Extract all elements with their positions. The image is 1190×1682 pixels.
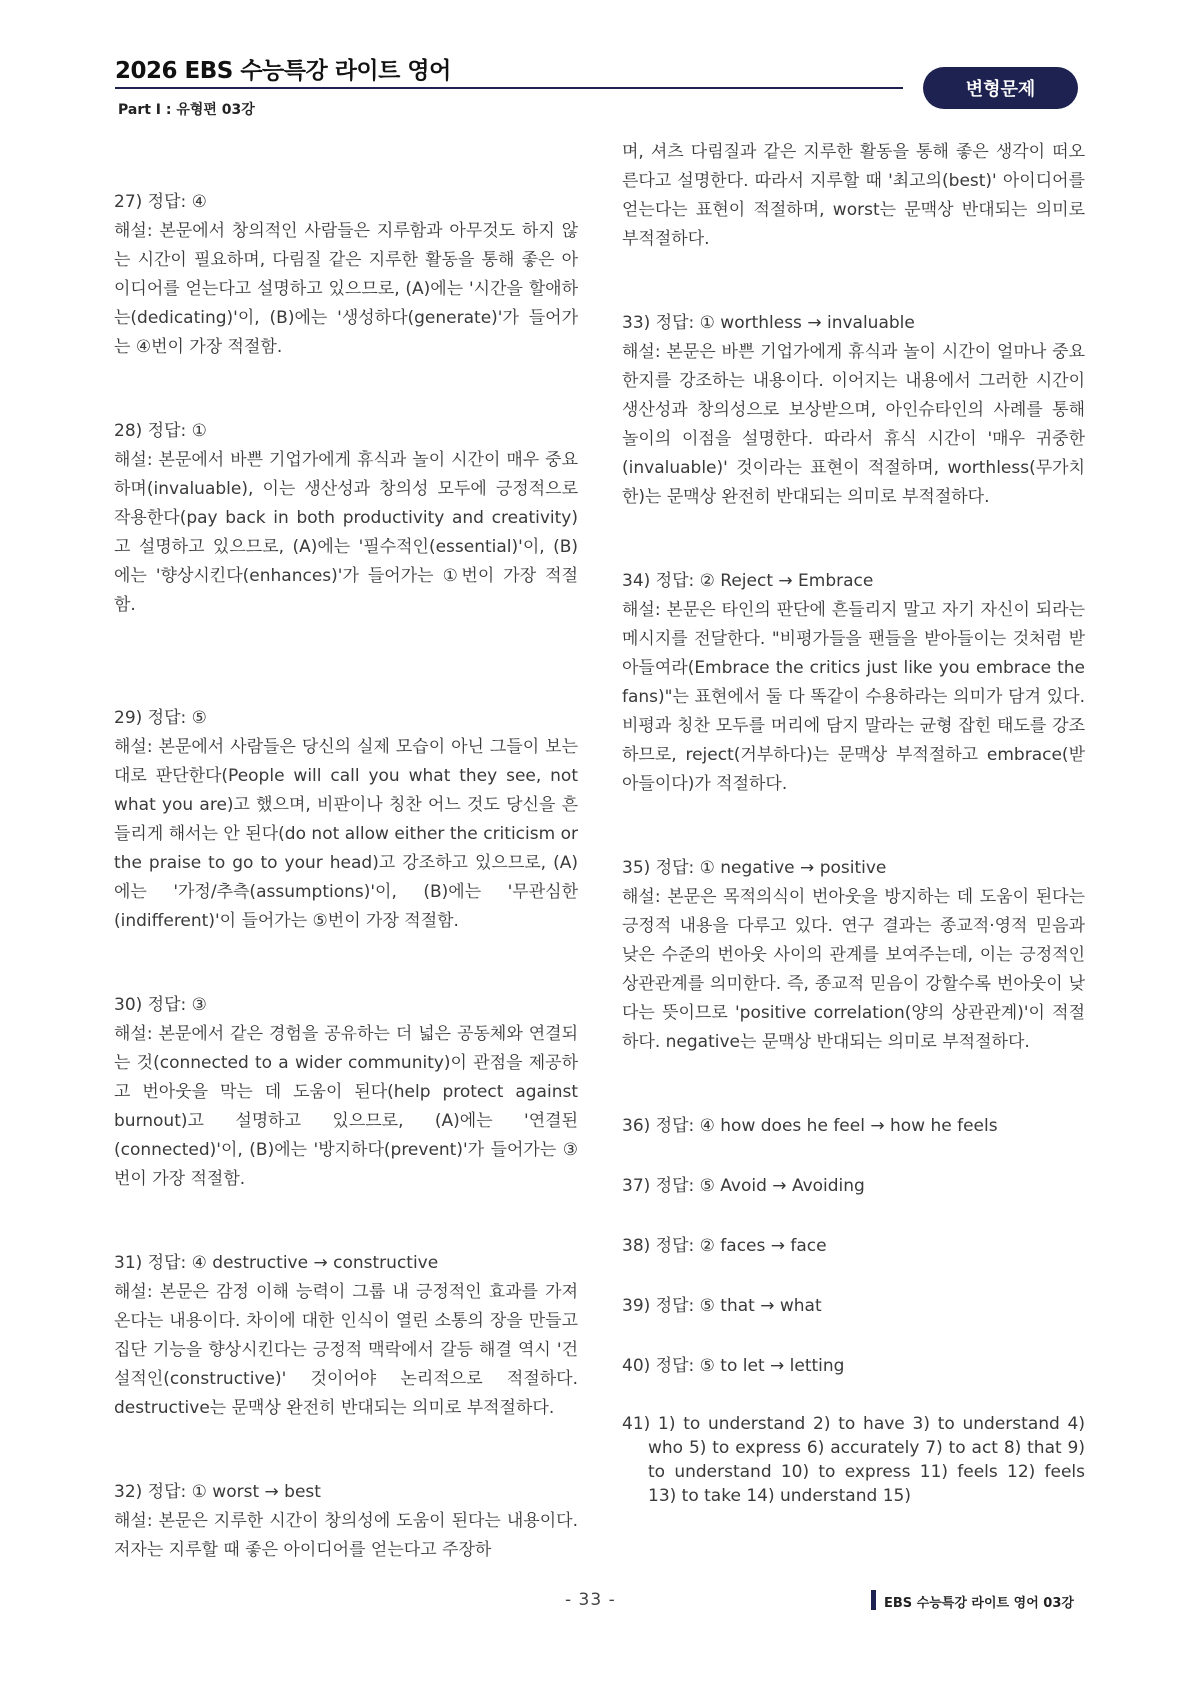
answer-explanation: 해설: 본문은 바쁜 기업가에게 휴식과 놀이 시간이 얼마나 중요한지를 강조하는 내용이다. 이어지는 내용에서 그러한 시간이 생산성과 창의성으로 보상받으며, 아인슈타인의 사례를 통해 놀이의 이점을 설명한다. 따라서 휴식 시간이 '매우 귀중한(invaluable)' 것이라는 표현이 적절하며, worthless(무가치한)는 문맥상 완전히 반대되는 의미로 부적절하다. xyxy=(622,342,1085,507)
answer-block-34 xyxy=(622,567,1085,799)
answer-36: 36) 정답: ④ how does he feel → how he feels xyxy=(622,1116,998,1136)
footer-label: EBS 수능특강 라이트 영어 03강 xyxy=(884,1596,1074,1611)
answer-block-28 xyxy=(114,417,578,620)
answer-40: 40) 정답: ⑤ to let → letting xyxy=(622,1356,845,1376)
answer-block-31 xyxy=(114,1249,578,1423)
answer-explanation: 해설: 본문은 지루한 시간이 창의성에 도움이 된다는 내용이다. 저자는 지루할 때 좋은 아이디어를 얻는다고 주장하 xyxy=(114,1511,578,1560)
answer-block-27 xyxy=(114,188,578,362)
answer-explanation: 해설: 본문은 목적의식이 번아웃을 방지하는 데 도움이 된다는 긍정적 내용을 다루고 있다. 연구 결과는 종교적·영적 믿음과 낮은 수준의 번아웃 사이의 관계를 보여주는데, 이는 긍정적인 상관관계를 의미한다. 즉, 종교적 믿음이 강할수록 번아웃이 낮다는 뜻이므로 'positive correlation(양의 상관관계)'이 적절하다. negative는 문맥상 반대되는 의미로 부적절하다. xyxy=(622,887,1085,1052)
answer-heading: 29) 정답: ⑤ xyxy=(114,708,207,728)
answer-heading: 35) 정답: ① negative → positive xyxy=(622,858,887,878)
answer-heading: 27) 정답: ④ xyxy=(114,192,207,212)
right-column xyxy=(622,138,1085,1508)
answer-explanation: 해설: 본문에서 바쁜 기업가에게 휴식과 놀이 시간이 매우 중요하며(invaluable), 이는 생산성과 창의성 모두에 긍정적으로 작용한다(pay back in both productivity and creativity)고 설명하고 있으므로, (A)에는 '필수적인(essential)'이, (B)에는 '향상시킨다(enhances)'가 들어가는 ①번이 가장 적절함. xyxy=(114,450,578,615)
answer-heading: 31) 정답: ④ destructive → constructive xyxy=(114,1253,439,1273)
header-divider xyxy=(115,87,903,89)
answer-explanation: 며, 셔츠 다림질과 같은 지루한 활동을 통해 좋은 생각이 떠오른다고 설명한다. 따라서 지루할 때 '최고의(best)' 아이디어를 얻는다는 표현이 적절하며, worst는 문맥상 반대되는 의미로 부적절하다. xyxy=(622,142,1085,249)
answer-37: 37) 정답: ⑤ Avoid → Avoiding xyxy=(622,1176,865,1196)
answer-block-32 xyxy=(114,1478,578,1565)
answer-explanation: 해설: 본문에서 창의적인 사람들은 지루함과 아무것도 하지 않는 시간이 필요하며, 다림질 같은 지루한 활동을 통해 좋은 아이디어를 얻는다고 설명하고 있으므로, (A)에는 '시간을 할애하는(dedicating)'이, (B)에는 '생성하다(generate)'가 들어가는 ④번이 가장 적절함. xyxy=(114,221,578,357)
page-number: - 33 - xyxy=(565,1590,616,1610)
answer-41: 41) 1) to understand 2) to have 3) to understand 4) who 5) to express 6) accurately 7) to act 8) that 9) to understand 10) to express 11) feels 12) feels 13) to take 14) understand 15) xyxy=(622,1414,1085,1506)
answer-heading: 33) 정답: ① worthless → invaluable xyxy=(622,313,915,333)
answer-block-33 xyxy=(622,309,1085,512)
answer-block-29 xyxy=(114,704,578,936)
answer-block-35 xyxy=(622,854,1085,1057)
answer-explanation: 해설: 본문은 타인의 판단에 흔들리지 말고 자기 자신이 되라는 메시지를 전달한다. "비평가들을 팬들을 받아들이는 것처럼 받아들여라(Embrace the critics just like you embrace the fans)"는 표현에서 둘 다 똑같이 수용하라는 의미가 담겨 있다. 비평과 칭찬 모두를 머리에 담지 말라는 균형 잡힌 태도를 강조하므로, reject(거부하다)는 문맥상 부적절하고 embrace(받아들이다)가 적절하다. xyxy=(622,600,1085,794)
answer-explanation: 해설: 본문에서 사람들은 당신의 실제 모습이 아닌 그들이 보는 대로 판단한다(People will call you what they see, not what you are)고 했으며, 비판이나 칭찬 어느 것도 당신을 흔들리게 해서는 안 된다(do not allow either the criticism or the praise to go to your head)고 강조하고 있으므로, (A)에는 '가정/추측(assumptions)'이, (B)에는 '무관심한(indifferent)'이 들어가는 ⑤번이 가장 적절함. xyxy=(114,737,578,931)
section-badge: 변형문제 xyxy=(923,67,1078,109)
left-column xyxy=(114,188,578,1565)
answer-heading: 30) 정답: ③ xyxy=(114,995,207,1015)
answer-heading: 28) 정답: ① xyxy=(114,421,207,441)
answer-heading: 34) 정답: ② Reject → Embrace xyxy=(622,571,874,591)
answer-explanation: 해설: 본문은 감정 이해 능력이 그룹 내 긍정적인 효과를 가져온다는 내용이다. 차이에 대한 인식이 열린 소통의 장을 만들고 집단 기능을 향상시킨다는 긍정적 맥락에서 갈등 해결 역시 '건설적인(constructive)' 것이어야 논리적으로 적절하다. destructive는 문맥상 완전히 반대되는 의미로 부적절하다. xyxy=(114,1282,578,1418)
answer-heading: 32) 정답: ① worst → best xyxy=(114,1482,321,1502)
footer-accent-bar xyxy=(871,1590,876,1610)
page-header-subtitle: Part Ⅰ : 유형편 03강 xyxy=(118,102,255,118)
page-header-title: 2026 EBS 수능특강 라이트 영어 xyxy=(115,58,451,84)
answer-block-30 xyxy=(114,991,578,1194)
answer-38: 38) 정답: ② faces → face xyxy=(622,1236,827,1256)
answer-explanation: 해설: 본문에서 같은 경험을 공유하는 더 넓은 공동체와 연결되는 것(connected to a wider community)이 관점을 제공하고 번아웃을 막는 데 도움이 된다(help protect against burnout)고 설명하고 있으므로, (A)에는 '연결된(connected)'이, (B)에는 '방지하다(prevent)'가 들어가는 ③번이 가장 적절함. xyxy=(114,1024,578,1189)
answer-39: 39) 정답: ⑤ that → what xyxy=(622,1296,822,1316)
answer-32-continuation xyxy=(622,138,1085,254)
